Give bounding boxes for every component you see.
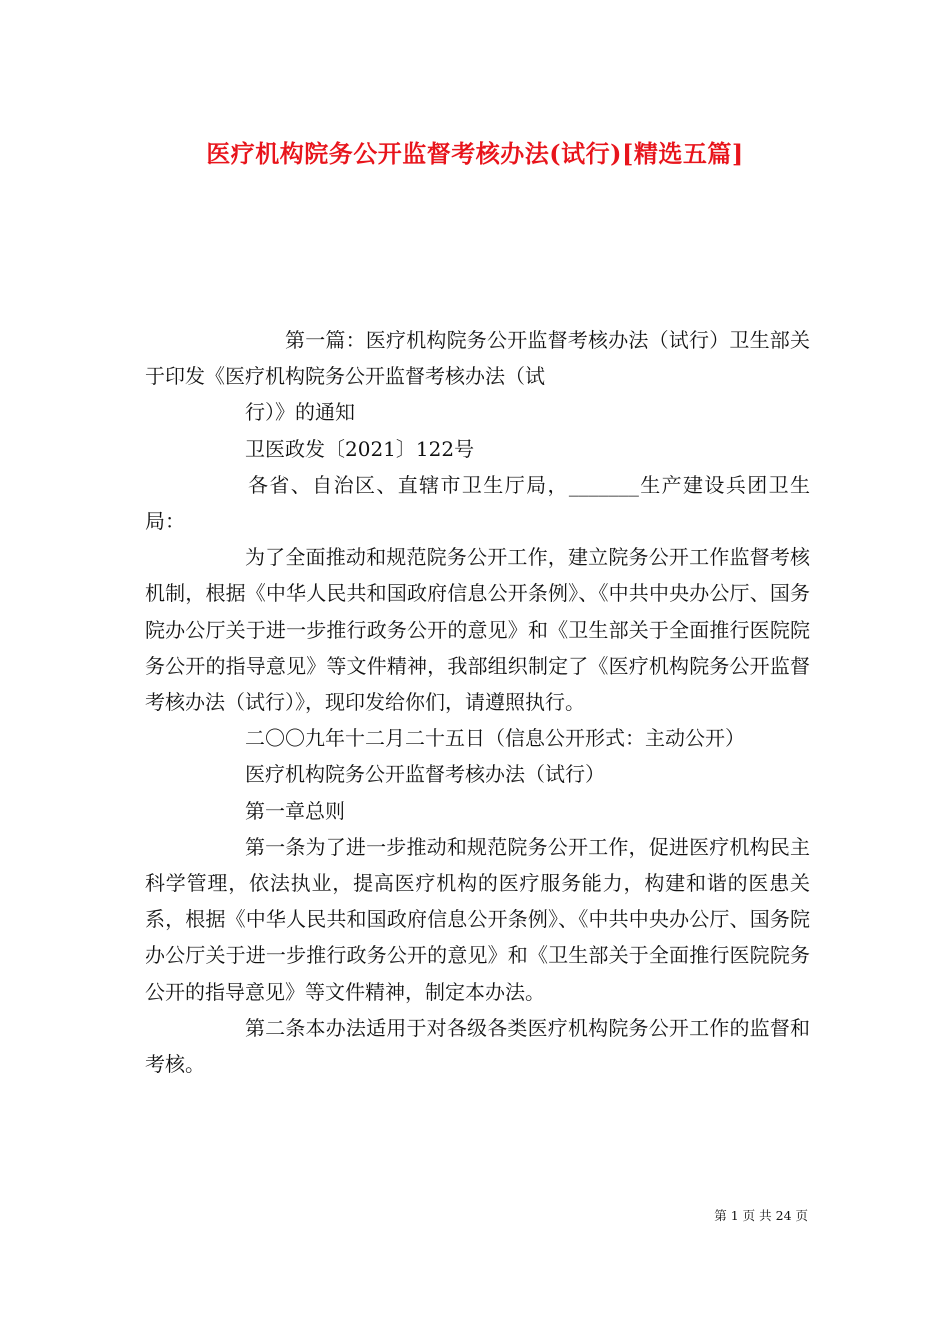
paragraph-measures-title: 医疗机构院务公开监督考核办法（试行） (245, 762, 605, 787)
paragraph-heading-first-article: 第一篇：医疗机构院务公开监督考核办法（试行）卫生部关于印发《医疗机构院务公开监督考核办法（试 (145, 328, 810, 389)
paragraph-chapter-one: 第一章总则 (245, 798, 345, 823)
paragraph-notice-title-end: 行）》的通知 (245, 400, 355, 425)
document-body (145, 322, 810, 1082)
paragraph-addressee: 各省、自治区、直辖市卫生厅局，_______生产建设兵团卫生局： (145, 472, 810, 534)
paragraph-notice-body: 为了全面推动和规范院务公开工作，建立院务公开工作监督考核机制，根据《中华人民共和国政府信息公开条例》、《中共中央办公厅、国务院办公厅关于进一步推行政务公开的意见》和《卫生部关于全面推行医院院务公开的指导意见》等文件精神，我部组织制定了《医疗机构院务公开监督考核办法（试行）》，现印发给你们，请遵照执行。 (145, 545, 810, 715)
paragraph-article-two: 第二条本办法适用于对各级各类医疗机构院务公开工作的监督和考核。 (145, 1015, 810, 1077)
paragraph-document-number: 卫医政发〔2021〕122号 (245, 436, 475, 461)
document-title: 医疗机构院务公开监督考核办法(试行)[精选五篇] (206, 139, 744, 168)
paragraph-article-one: 第一条为了进一步推动和规范院务公开工作，促进医疗机构民主科学管理，依法执业，提高医疗机构的医疗服务能力，构建和谐的医患关系，根据《中华人民共和国政府信息公开条例》、《中共中央办公厅、国务院办公厅关于进一步推行政务公开的意见》和《卫生部关于全面推行医院院务公开的指导意见》等文件精神，制定本办法。 (145, 834, 810, 1004)
paragraph-date: 二〇〇九年十二月二十五日（信息公开形式：主动公开） (245, 726, 745, 751)
page-number-footer: 第 1 页 共 24 页 (714, 1208, 808, 1223)
